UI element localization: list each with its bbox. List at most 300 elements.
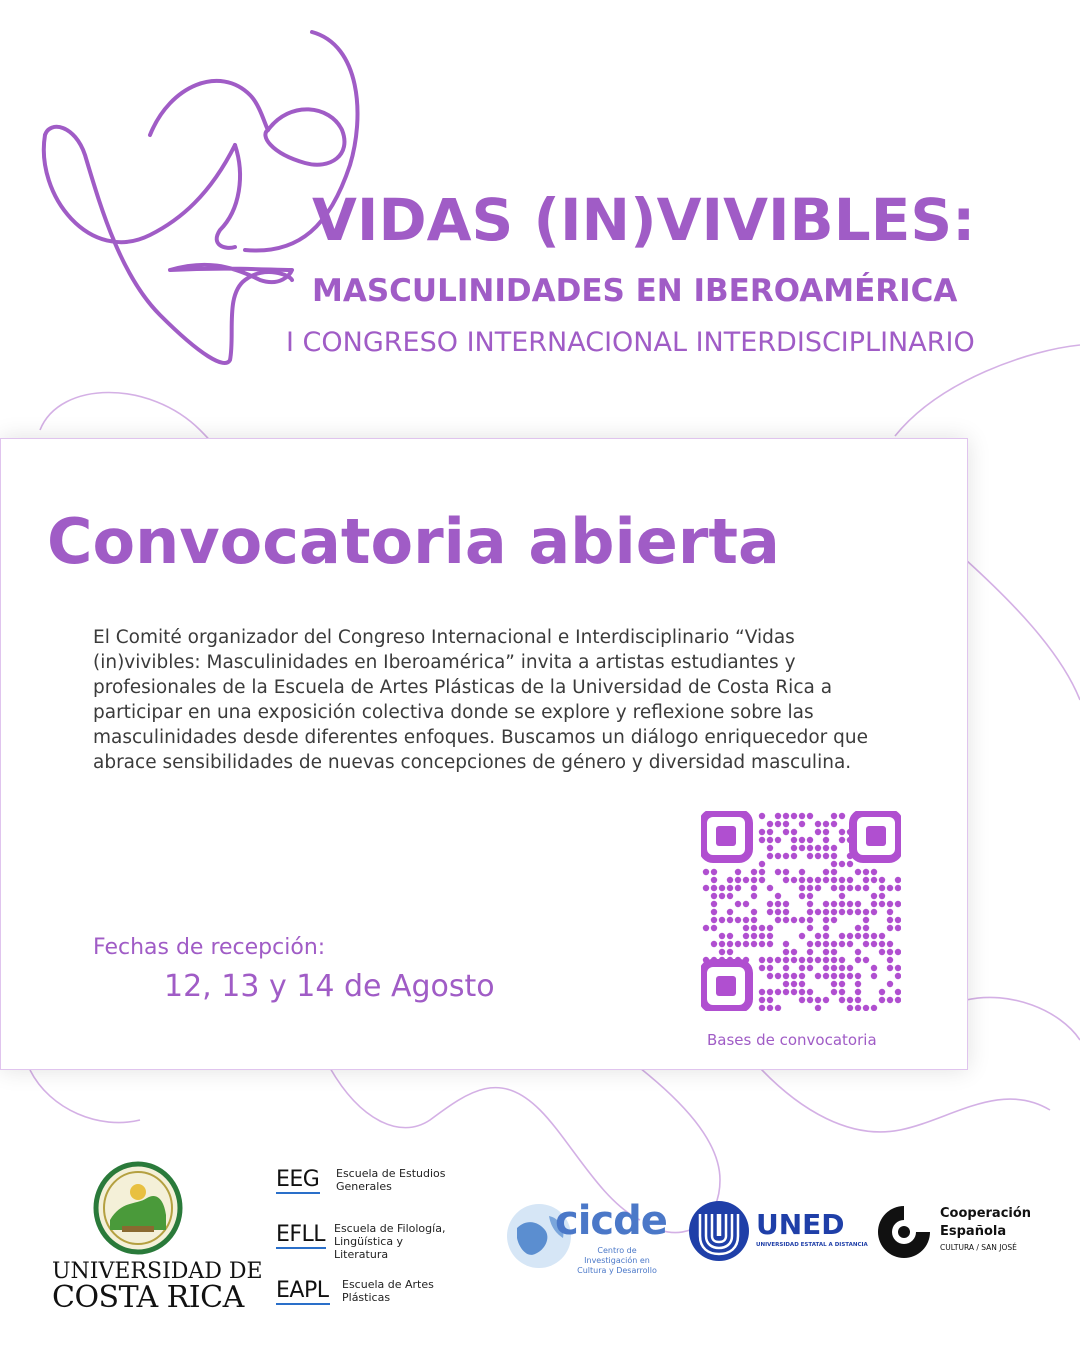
qr-dot	[823, 925, 829, 931]
qr-dot	[727, 957, 733, 963]
qr-dot	[783, 813, 789, 819]
qr-dot	[783, 965, 789, 971]
qr-dot	[799, 885, 805, 891]
school-bar	[276, 1247, 326, 1249]
qr-dot	[775, 901, 781, 907]
qr-dot	[831, 861, 837, 867]
qr-dot	[847, 901, 853, 907]
qr-dot	[767, 909, 773, 915]
qr-dot	[727, 949, 733, 955]
qr-dot	[775, 1005, 781, 1011]
qr-dot	[855, 989, 861, 995]
qr-dot	[719, 941, 725, 947]
qr-dot	[807, 949, 813, 955]
qr-dot	[799, 957, 805, 963]
qr-dot	[751, 917, 757, 923]
qr-dot	[807, 909, 813, 915]
qr-dot	[775, 869, 781, 875]
qr-dot	[839, 973, 845, 979]
school-eeg-logo	[276, 1167, 476, 1207]
qr-dot	[703, 885, 709, 891]
qr-dot	[879, 933, 885, 939]
card-title: Convocatoria abierta	[47, 505, 780, 578]
qr-dot	[775, 909, 781, 915]
qr-dot	[711, 885, 717, 891]
qr-dot	[863, 909, 869, 915]
qr-dot	[887, 949, 893, 955]
qr-dot	[791, 877, 797, 883]
qr-dot	[775, 973, 781, 979]
qr-dot	[799, 821, 805, 827]
qr-dot	[879, 941, 885, 947]
school-abbr: EFLL	[276, 1222, 326, 1247]
qr-dot	[823, 821, 829, 827]
qr-dot	[863, 957, 869, 963]
qr-dot	[863, 917, 869, 923]
qr-dot	[775, 837, 781, 843]
qr-dot	[807, 965, 813, 971]
qr-dot	[767, 933, 773, 939]
qr-dot	[719, 885, 725, 891]
qr-dot	[743, 933, 749, 939]
qr-dot	[711, 925, 717, 931]
qr-dot	[759, 965, 765, 971]
ucr-name-line1: UNIVERSIDAD DE	[52, 1259, 263, 1284]
qr-dot	[767, 989, 773, 995]
qr-dot	[847, 861, 853, 867]
qr-dot	[727, 917, 733, 923]
qr-dot	[767, 957, 773, 963]
qr-dot	[879, 949, 885, 955]
qr-dot	[887, 885, 893, 891]
qr-dot	[863, 869, 869, 875]
qr-dot	[759, 989, 765, 995]
qr-dot	[719, 933, 725, 939]
congress-label: I CONGRESO INTERNACIONAL INTERDISCIPLINARIO	[286, 327, 975, 358]
qr-dot	[815, 1005, 821, 1011]
qr-dot	[751, 877, 757, 883]
qr-dot	[871, 933, 877, 939]
qr-dot	[831, 941, 837, 947]
qr-dot	[839, 877, 845, 883]
qr-dot	[823, 957, 829, 963]
qr-dot	[855, 925, 861, 931]
qr-dot	[839, 885, 845, 891]
qr-dot	[751, 893, 757, 899]
qr-dot	[855, 957, 861, 963]
qr-dot	[879, 885, 885, 891]
qr-dot	[743, 941, 749, 947]
qr-dot	[783, 989, 789, 995]
qr-dot	[847, 853, 853, 859]
qr-dot	[759, 869, 765, 875]
qr-dot	[895, 973, 901, 979]
qr-dot	[823, 869, 829, 875]
qr-dot	[735, 869, 741, 875]
qr-dot	[855, 885, 861, 891]
qr-dot	[839, 957, 845, 963]
qr-dot	[807, 845, 813, 851]
qr-dot	[823, 909, 829, 915]
qr-dot	[847, 997, 853, 1003]
qr-dot	[759, 957, 765, 963]
qr-dot	[815, 941, 821, 947]
qr-dot	[735, 957, 741, 963]
coop-line2: Española	[940, 1224, 1007, 1239]
uned-logo	[688, 1200, 868, 1264]
qr-dot	[847, 829, 853, 835]
qr-dot	[767, 925, 773, 931]
qr-dot	[855, 973, 861, 979]
qr-dot	[767, 853, 773, 859]
qr-dot	[799, 973, 805, 979]
qr-dot	[839, 997, 845, 1003]
qr-dot	[799, 981, 805, 987]
school-name: Escuela de Artes Plásticas	[342, 1278, 434, 1304]
qr-dot	[863, 933, 869, 939]
qr-dot	[807, 997, 813, 1003]
qr-dot	[831, 869, 837, 875]
qr-dot	[831, 909, 837, 915]
qr-dot	[887, 901, 893, 907]
qr-dot	[887, 909, 893, 915]
cicde-logo	[505, 1198, 667, 1275]
qr-dot	[815, 829, 821, 835]
ucr-name-line2: COSTA RICA	[52, 1280, 244, 1315]
qr-dot	[759, 861, 765, 867]
qr-dot	[823, 973, 829, 979]
qr-dot	[831, 965, 837, 971]
qr-dot	[823, 901, 829, 907]
qr-dot	[759, 1005, 765, 1011]
qr-dot	[839, 965, 845, 971]
qr-dot	[767, 1005, 773, 1011]
qr-dot	[871, 877, 877, 883]
card-description: El Comité organizador del Congreso Internacional e Interdisciplinario “Vidas (in)vivibles: Masculinidades en Iberoamérica” invita a artistas estudiantes y profesionales de la Escuela de Artes Plásticas de la Universidad de Costa Rica a participar en una exposición colectiva donde se explore y reflexione sobre las masculinidades desde diferentes enfoques. Buscamos un diálogo enriquecedor que abrace sensibilidades de nuevas concepciones de género y diversidad masculina.	[93, 627, 868, 773]
qr-dot	[743, 917, 749, 923]
school-efll-logo	[276, 1222, 476, 1262]
qr-dot	[855, 981, 861, 987]
event-title: VIDAS (IN)VIVIBLES:	[312, 186, 976, 254]
qr-dot	[727, 877, 733, 883]
qr-code-icon[interactable]	[701, 811, 901, 1011]
qr-dot	[831, 989, 837, 995]
qr-dot	[727, 941, 733, 947]
qr-dot	[807, 813, 813, 819]
qr-dot	[783, 829, 789, 835]
qr-dot	[775, 893, 781, 899]
qr-dot	[703, 957, 709, 963]
qr-dot	[743, 925, 749, 931]
qr-dot	[799, 933, 805, 939]
qr-dot	[847, 909, 853, 915]
qr-dot	[831, 917, 837, 923]
qr-dot	[815, 845, 821, 851]
qr-dot	[799, 837, 805, 843]
qr-dot	[855, 1005, 861, 1011]
school-eapl-logo	[276, 1278, 476, 1318]
qr-dot	[791, 837, 797, 843]
school-abbr: EAPL	[276, 1278, 329, 1303]
qr-dot	[847, 885, 853, 891]
qr-dot	[831, 901, 837, 907]
qr-dot	[871, 965, 877, 971]
qr-dot	[839, 837, 845, 843]
qr-dot	[887, 941, 893, 947]
qr-dot	[831, 949, 837, 955]
qr-dot	[887, 925, 893, 931]
qr-dot	[887, 917, 893, 923]
uned-tagline: UNIVERSIDAD ESTATAL A DISTANCIA	[756, 1242, 868, 1248]
qr-dot	[799, 813, 805, 819]
qr-dot	[735, 885, 741, 891]
qr-dot	[887, 957, 893, 963]
qr-dot	[895, 989, 901, 995]
qr-dot	[759, 933, 765, 939]
qr-dot	[711, 869, 717, 875]
qr-dot	[839, 989, 845, 995]
qr-dot	[799, 893, 805, 899]
qr-dot	[815, 885, 821, 891]
qr-dot	[759, 997, 765, 1003]
qr-dot	[831, 973, 837, 979]
qr-dot	[767, 885, 773, 891]
qr-dot	[807, 941, 813, 947]
qr-dot	[839, 861, 845, 867]
qr-dot	[775, 853, 781, 859]
qr-dot	[711, 893, 717, 899]
qr-dot	[815, 909, 821, 915]
qr-dot	[751, 909, 757, 915]
qr-dot	[863, 941, 869, 947]
qr-dot	[815, 957, 821, 963]
qr-dot	[839, 813, 845, 819]
qr-caption[interactable]: Bases de convocatoria	[707, 1031, 877, 1049]
coop-line1: Cooperación	[940, 1206, 1032, 1221]
qr-dot	[783, 853, 789, 859]
qr-dot	[895, 877, 901, 883]
qr-dot	[871, 941, 877, 947]
qr-dot	[855, 997, 861, 1003]
qr-dot	[847, 837, 853, 843]
uned-emblem-icon	[688, 1200, 750, 1262]
qr-dot	[839, 933, 845, 939]
dates-label: Fechas de recepción:	[93, 935, 326, 960]
qr-dot	[751, 933, 757, 939]
qr-dot	[855, 901, 861, 907]
qr-dot	[807, 989, 813, 995]
qr-dot	[727, 933, 733, 939]
qr-dot	[807, 853, 813, 859]
qr-dot	[791, 813, 797, 819]
qr-dot	[799, 997, 805, 1003]
qr-dot	[743, 957, 749, 963]
qr-dot	[807, 893, 813, 899]
qr-dot	[759, 829, 765, 835]
qr-dot	[855, 869, 861, 875]
qr-dot	[807, 925, 813, 931]
qr-dot	[847, 973, 853, 979]
qr-dot	[711, 941, 717, 947]
qr-dot	[767, 837, 773, 843]
qr-dot	[711, 917, 717, 923]
qr-dot	[727, 909, 733, 915]
qr-dot	[783, 957, 789, 963]
qr-dot	[735, 901, 741, 907]
qr-dot	[839, 909, 845, 915]
qr-dot	[799, 877, 805, 883]
qr-dot	[815, 933, 821, 939]
school-name: Escuela de Estudios Generales	[336, 1167, 446, 1193]
qr-dot	[791, 949, 797, 955]
cicde-name: cicde	[555, 1198, 667, 1244]
qr-dot	[751, 925, 757, 931]
qr-dot	[823, 917, 829, 923]
qr-dot	[823, 941, 829, 947]
qr-dot	[895, 925, 901, 931]
qr-dot	[839, 941, 845, 947]
qr-dot	[863, 885, 869, 891]
qr-dot	[847, 965, 853, 971]
ucr-seal-icon	[92, 1160, 184, 1256]
call-card	[0, 438, 968, 1070]
qr-dot	[823, 853, 829, 859]
qr-dot	[711, 877, 717, 883]
qr-dot	[711, 957, 717, 963]
qr-dot	[759, 925, 765, 931]
qr-dot	[887, 997, 893, 1003]
qr-dot	[887, 981, 893, 987]
qr-dot	[783, 973, 789, 979]
qr-dot	[711, 909, 717, 915]
qr-dot	[727, 893, 733, 899]
qr-dot	[839, 981, 845, 987]
qr-dot	[767, 845, 773, 851]
qr-dot	[887, 965, 893, 971]
school-bar	[276, 1303, 330, 1305]
qr-dot	[767, 821, 773, 827]
qr-dot	[871, 893, 877, 899]
qr-dot	[855, 909, 861, 915]
qr-dot	[871, 1005, 877, 1011]
qr-dot	[823, 997, 829, 1003]
qr-dot	[783, 869, 789, 875]
qr-dot	[879, 989, 885, 995]
qr-dot	[847, 1005, 853, 1011]
qr-dot	[879, 877, 885, 883]
qr-dot	[839, 893, 845, 899]
qr-dot	[759, 813, 765, 819]
qr-dot	[871, 909, 877, 915]
qr-dot	[839, 901, 845, 907]
qr-dot	[751, 885, 757, 891]
qr-dot	[791, 981, 797, 987]
qr-dot	[863, 1005, 869, 1011]
event-subtitle: MASCULINIDADES EN IBEROAMÉRICA	[312, 273, 958, 309]
qr-dot	[823, 837, 829, 843]
qr-dot	[831, 845, 837, 851]
qr-dot	[895, 917, 901, 923]
qr-dot	[719, 957, 725, 963]
qr-dot	[815, 973, 821, 979]
uned-name: UNED	[756, 1208, 845, 1241]
qr-dot	[847, 877, 853, 883]
qr-dot	[783, 909, 789, 915]
qr-dot	[815, 877, 821, 883]
qr-dot	[847, 933, 853, 939]
school-name: Escuela de Filología, Lingüística y Literatura	[334, 1222, 446, 1261]
qr-dot	[719, 917, 725, 923]
qr-dot	[767, 901, 773, 907]
qr-dot	[783, 941, 789, 947]
qr-dot	[791, 973, 797, 979]
cooperacion-emblem-icon	[876, 1204, 932, 1260]
qr-dot	[807, 837, 813, 843]
qr-dot	[895, 885, 901, 891]
coop-line3: CULTURA / SAN JOSÉ	[940, 1243, 1017, 1252]
cooperacion-espanola-logo	[876, 1204, 1036, 1262]
qr-dot	[703, 869, 709, 875]
qr-dot	[783, 981, 789, 987]
qr-dot	[775, 989, 781, 995]
cicde-tagline: Centro de Investigación en Cultura y Desarrollo	[577, 1246, 657, 1275]
qr-dot	[767, 997, 773, 1003]
qr-dot	[895, 949, 901, 955]
qr-dot	[767, 965, 773, 971]
qr-dot	[799, 869, 805, 875]
qr-dot	[895, 997, 901, 1003]
qr-dot	[735, 917, 741, 923]
qr-dot	[863, 877, 869, 883]
qr-dot	[807, 917, 813, 923]
qr-dot	[783, 877, 789, 883]
qr-dot	[807, 957, 813, 963]
qr-dot	[823, 965, 829, 971]
qr-dot	[783, 917, 789, 923]
qr-dot	[815, 821, 821, 827]
qr-dot	[895, 901, 901, 907]
qr-dot	[735, 941, 741, 947]
qr-dot	[791, 829, 797, 835]
qr-dot	[831, 821, 837, 827]
qr-dot	[871, 869, 877, 875]
qr-dot	[783, 821, 789, 827]
qr-dot	[703, 925, 709, 931]
qr-dot	[775, 917, 781, 923]
qr-dot	[767, 829, 773, 835]
qr-dot	[815, 997, 821, 1003]
qr-dot	[767, 941, 773, 947]
qr-dot	[799, 917, 805, 923]
qr-dot	[759, 837, 765, 843]
qr-dot	[815, 853, 821, 859]
qr-dot	[767, 973, 773, 979]
qr-dot	[711, 901, 717, 907]
qr-dot	[855, 933, 861, 939]
qr-dot	[791, 989, 797, 995]
qr-dot	[831, 981, 837, 987]
qr-dot	[879, 893, 885, 899]
qr-dot	[775, 813, 781, 819]
school-abbr: EEG	[276, 1167, 320, 1192]
qr-dot	[839, 829, 845, 835]
qr-dot	[823, 845, 829, 851]
dates-value: 12, 13 y 14 de Agosto	[164, 969, 495, 1004]
qr-dot	[751, 869, 757, 875]
qr-dot	[807, 877, 813, 883]
qr-dot	[775, 957, 781, 963]
qr-dot	[791, 853, 797, 859]
